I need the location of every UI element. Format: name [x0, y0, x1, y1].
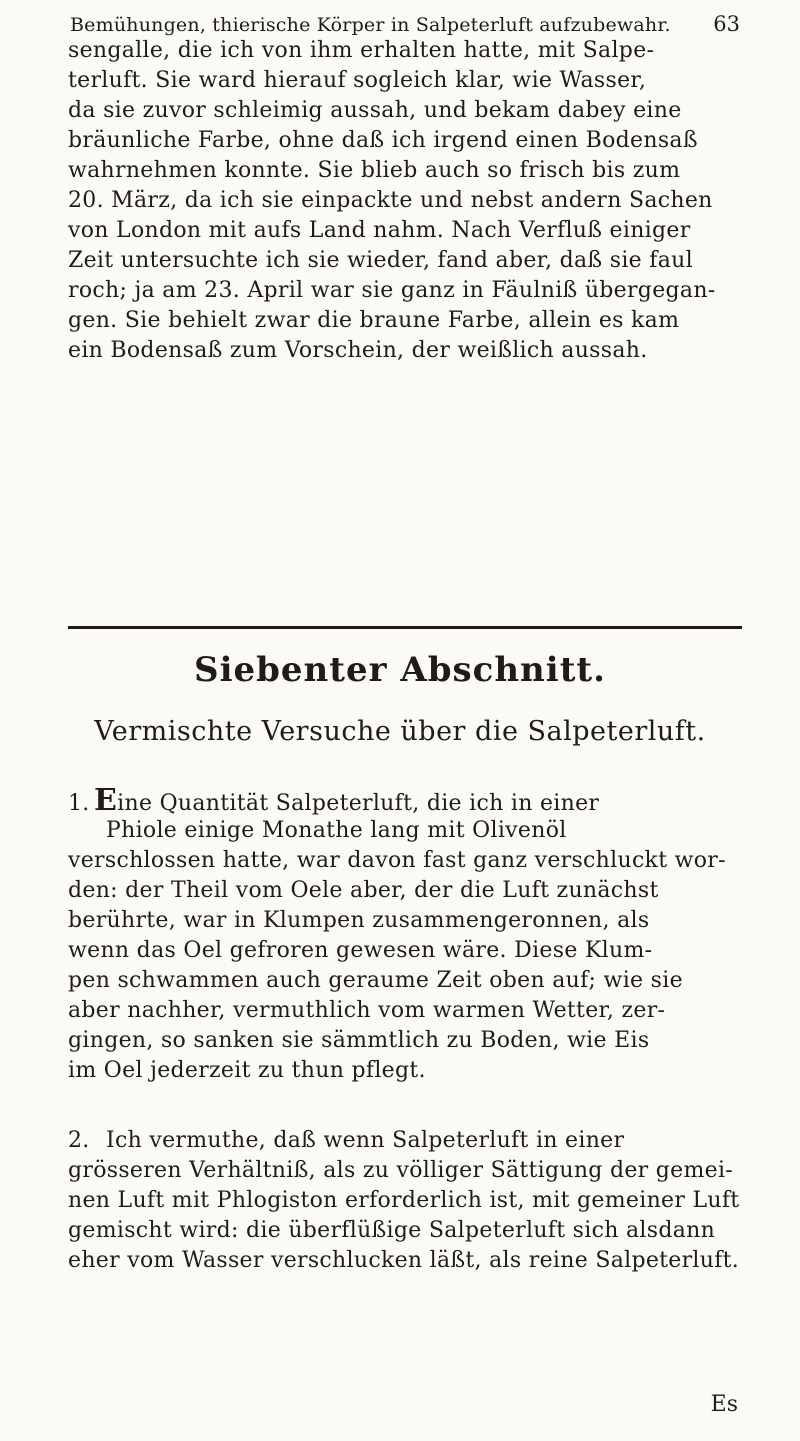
- text-line: nen Luft mit Phlogiston erforderlich ist, mit gemeiner Luft: [68, 1188, 740, 1213]
- section-subtitle: Vermischte Versuche über die Salpeterluft.: [94, 716, 706, 747]
- text-line: ein Bodensaß zum Vorschein, der weißlich aussah.: [68, 338, 648, 363]
- section-divider-rule: [68, 626, 742, 629]
- text-line: sengalle, die ich von ihm erhalten hatte, mit Salpe-: [68, 38, 655, 63]
- text-line: gen. Sie behielt zwar die braune Farbe, allein es kam: [68, 308, 680, 333]
- text-line: von London mit aufs Land nahm. Nach Verfluß einiger: [68, 218, 691, 243]
- text-line: wenn das Oel gefroren gewesen wäre. Diese Klum-: [68, 938, 653, 963]
- text-line: grösseren Verhältniß, als zu völliger Sättigung der gemei-: [68, 1158, 734, 1183]
- paragraph-continued: [68, 36, 744, 366]
- catchword: Es: [710, 1392, 738, 1417]
- page-number: 63: [713, 12, 740, 36]
- paragraph-number: 2.: [68, 1128, 90, 1153]
- text-fragment: ine Quantität Salpeterluft, die ich in einer: [117, 791, 600, 816]
- paragraph-numbered-2: [68, 1126, 744, 1276]
- text-line: wahrnehmen konnte. Sie blieb auch so frisch bis zum: [68, 158, 681, 183]
- text-line: roch; ja am 23. April war sie ganz in Fäulniß übergegan-: [68, 278, 716, 303]
- text-line: da sie zuvor schleimig aussah, und bekam dabey eine: [68, 98, 682, 123]
- text-line: den: der Theil vom Oele aber, der die Luft zunächst: [68, 878, 659, 903]
- text-line: eher vom Wasser verschlucken läßt, als reine Salpeterluft.: [68, 1248, 740, 1273]
- text-fragment: Ich vermuthe, daß wenn Salpeterluft in einer: [106, 1128, 625, 1153]
- text-line: pen schwammen auch geraume Zeit oben auf; wie sie: [68, 968, 683, 993]
- text-line: aber nachher, vermuthlich vom warmen Wetter, zer-: [68, 998, 666, 1023]
- paragraph-numbered-1: [68, 783, 744, 1086]
- text-line: gingen, so sanken sie sämmtlich zu Boden, wie Eis: [68, 1028, 650, 1053]
- text-line: terluft. Sie ward hierauf sogleich klar, wie Wasser,: [68, 68, 647, 93]
- text-line: im Oel jederzeit zu thun pflegt.: [68, 1058, 426, 1083]
- running-head-title: Bemühungen, thierische Körper in Salpeterluft aufzubewahr.: [70, 14, 671, 36]
- text-line: Zeit untersuchte ich sie wieder, fand aber, daß sie faul: [68, 248, 693, 273]
- text-line: berührte, war in Klumpen zusammengeronnen, als: [68, 908, 650, 933]
- text-line: verschlossen hatte, war davon fast ganz verschluckt wor-: [68, 848, 726, 873]
- text-line: [68, 783, 744, 818]
- text-line: [68, 1126, 744, 1156]
- section-heading: Siebenter Abschnitt.: [194, 650, 606, 690]
- text-line: gemischt wird: die überflüßige Salpeterluft sich alsdann: [68, 1218, 716, 1243]
- text-line: Phiole einige Monathe lang mit Olivenöl: [106, 818, 567, 843]
- drop-cap: E: [94, 783, 118, 818]
- text-line: 20. März, da ich sie einpackte und nebst andern Sachen: [68, 188, 713, 213]
- text-line: bräunliche Farbe, ohne daß ich irgend einen Bodensaß: [68, 128, 698, 153]
- paragraph-number: 1.: [68, 791, 90, 816]
